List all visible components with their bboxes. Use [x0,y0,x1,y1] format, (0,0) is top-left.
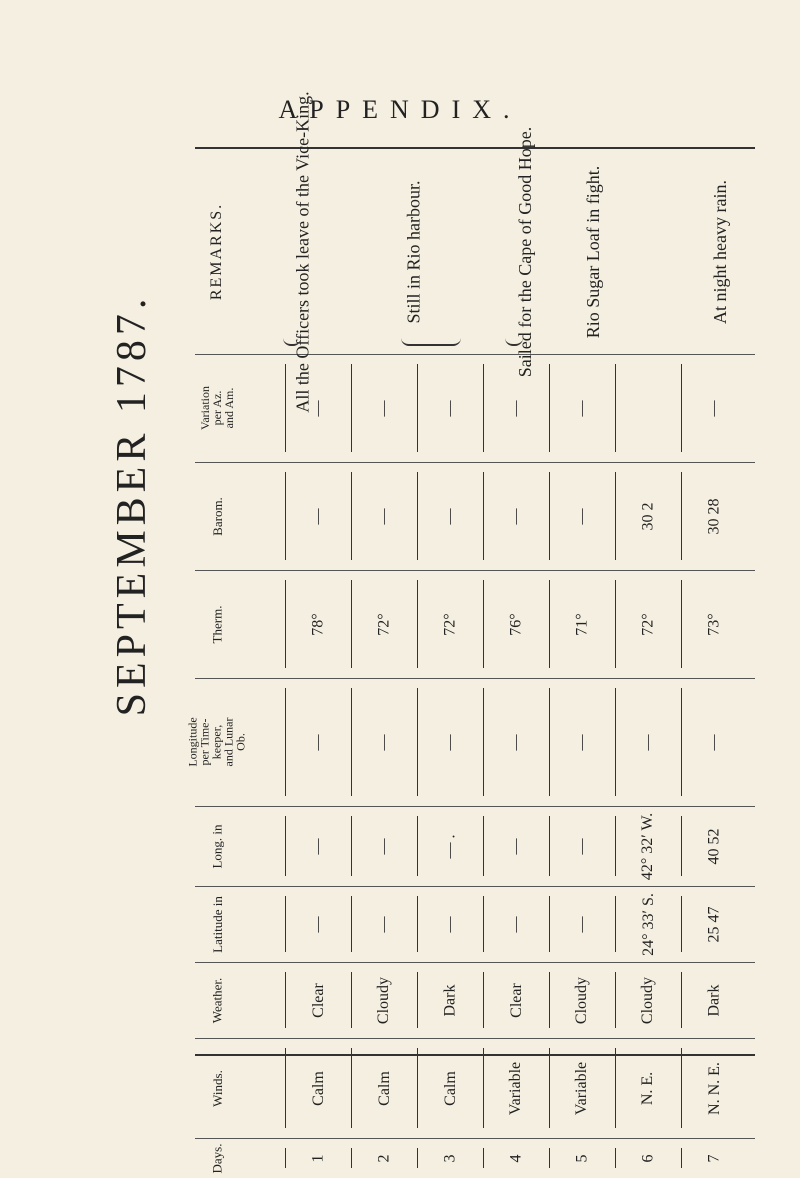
long-day4: — [483,806,549,886]
variation-day3: — [417,354,483,462]
longitude-tk-day2: — [351,678,417,806]
weather-day6: Cloudy [615,962,681,1038]
days-row [195,1138,755,1178]
brace-icon [401,332,461,346]
latitude-header: Latitude in [209,895,225,953]
long-row [195,806,755,887]
variation-day1: — [285,354,351,462]
barom-day2: — [351,462,417,570]
variation-day5: — [549,354,615,462]
brace-icon [283,332,301,346]
day-6: 6 [615,1138,681,1178]
variation-row [195,354,755,463]
latitude-day4: — [483,886,549,962]
winds-day3: Calm [417,1038,483,1138]
winds-day1: Calm [285,1038,351,1138]
winds-row [195,1038,755,1139]
barom-day1: — [285,462,351,570]
barom-day4: — [483,462,549,570]
longitude-tk-day7: — [681,678,747,806]
variation-day4: — [483,354,549,462]
days-header: Days. [209,1143,225,1173]
long-day1: — [285,806,351,886]
latitude-day3: — [417,886,483,962]
weather-row [195,962,755,1039]
day-4: 4 [483,1138,549,1178]
remarks-header: REMARKS. [208,202,226,301]
weather-day5: Cloudy [549,962,615,1038]
therm-day2: 72° [351,570,417,678]
day-7: 7 [681,1138,747,1178]
weather-day2: Cloudy [351,962,417,1038]
therm-day5: 71° [549,570,615,678]
long-day5: — [549,806,615,886]
therm-day3: 72° [417,570,483,678]
latitude-row [195,886,755,963]
barom-day7: 30 28 [681,462,747,570]
side-heading: SEPTEMBER 1787. [109,293,155,717]
variation-day7: — [681,354,747,462]
therm-day4: 76° [483,570,549,678]
weather-day3: Dark [417,962,483,1038]
day-3: 3 [417,1138,483,1178]
longitude-tk-day5: — [549,678,615,806]
longitude-timekeeper-header: Longitude per Time-keeper, and Lunar Ob. [186,717,249,767]
therm-day7: 73° [681,570,747,678]
longitude-tk-day1: — [285,678,351,806]
winds-header: Winds. [209,1069,225,1107]
long-day2: — [351,806,417,886]
day-5: 5 [549,1138,615,1178]
remark-day2-3: Still in Rio harbour. [393,149,433,354]
long-header: Long. in [209,823,225,869]
latitude-day5: — [549,886,615,962]
therm-header: Therm. [209,605,225,643]
winds-day5: Variable [549,1038,615,1138]
longitude-timekeeper-row [186,678,755,807]
remark-day5: Rio Sugar Loaf in fight. [583,165,604,338]
day-1: 1 [285,1138,351,1178]
latitude-day6: 24° 33′ S. [615,886,681,962]
winds-day4: Variable [483,1038,549,1138]
variation-header: Variation per Az. and Am. [198,386,236,430]
barom-day5: — [549,462,615,570]
weather-header: Weather. [209,977,225,1023]
longitude-tk-day4: — [483,678,549,806]
winds-day6: N. E. [615,1038,681,1138]
remark-day7: At night heavy rain. [710,179,730,324]
latitude-day1: — [285,886,351,962]
brace-icon [505,332,523,346]
therm-day6: 72° [615,570,681,678]
latitude-day2: — [351,886,417,962]
long-day7: 40 52 [681,806,747,886]
winds-day7: N. N. E. [681,1038,747,1138]
remark-day4: Sailed for the Cape of Good Hope. [505,149,545,354]
longitude-tk-day6: — [615,678,681,806]
latitude-day7: 25 47 [681,886,747,962]
long-day3: — . [417,806,483,886]
weather-day7: Dark [681,962,747,1038]
winds-day2: Calm [351,1038,417,1138]
barom-day3: — [417,462,483,570]
day-2: 2 [351,1138,417,1178]
remark-day1: All the Officers took leave of the Vice-King. [283,149,323,354]
longitude-tk-day3: — [417,678,483,806]
barom-row [195,462,755,571]
weather-day1: Clear [285,962,351,1038]
page-title: APPENDIX. [278,95,522,124]
barom-day6: 30 2 [615,462,681,570]
therm-day1: 78° [285,570,351,678]
long-day6: 42° 32′ W. [615,806,681,886]
barom-header: Barom. [209,496,225,536]
therm-row [195,570,755,679]
weather-day4: Clear [483,962,549,1038]
variation-day6 [615,354,681,462]
variation-day2: — [351,354,417,462]
